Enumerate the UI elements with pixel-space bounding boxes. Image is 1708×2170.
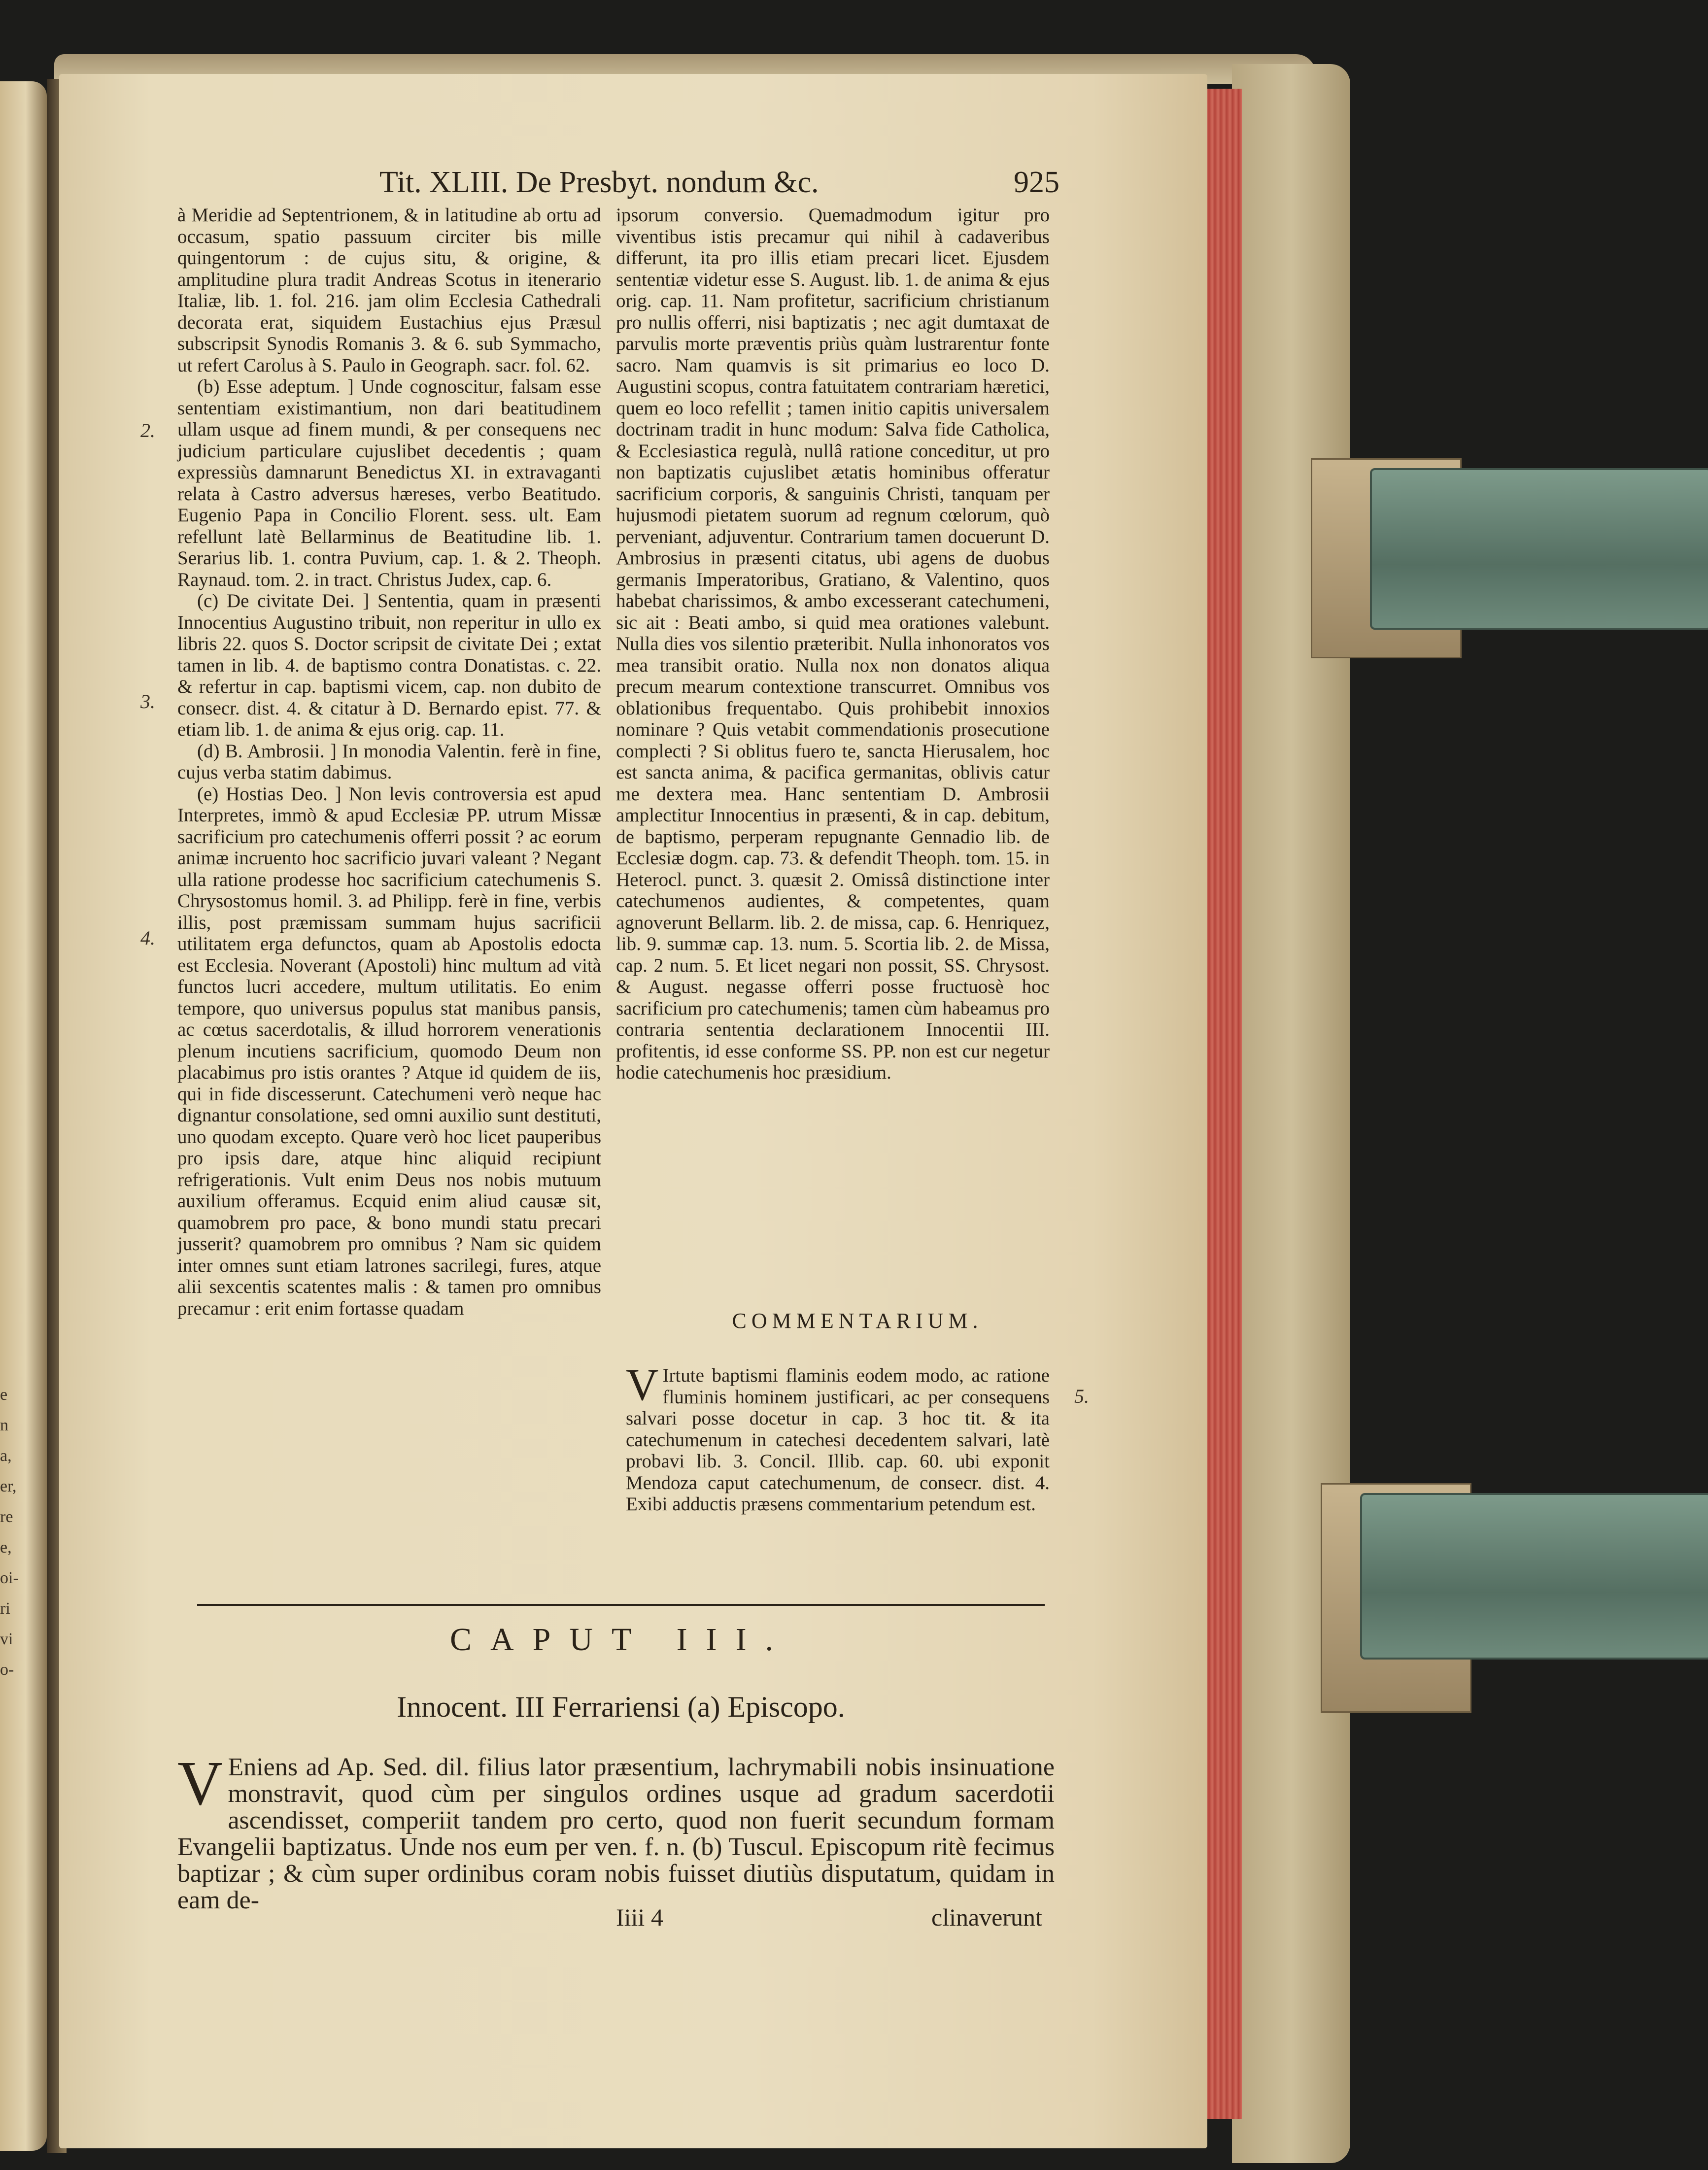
letter-title: Innocent. III Ferrariensi (a) Episcopo. <box>397 1691 845 1723</box>
left-page-fragment: ri <box>0 1599 10 1618</box>
letter-text: Eniens ad Ap. Sed. dil. filius lator præsentium, lachrymabili nobis insinuatione monstravit, quod cùm per singulos ordines usque ad gradum sacerdotii ascendisset, comperiit tandem pro certo, quod non fuerit secundum formam Evangelii baptizatus. Unde nos eum per ven. f. n. (b) Tuscul. Episcopum ritè fecimus baptizar ; & cùm super ordinibus coram nobis fuisset diutiùs disputatum, quidam in eam de- <box>177 1753 1055 1914</box>
commentary-text <box>626 1359 1050 1515</box>
left-page-text-fragments <box>0 1380 44 1685</box>
note-b: (b) Esse adeptum. ] Unde cognoscitur, falsam esse sententiam existimantium, non dari beatitudinem ullam usque ad finem mundi, & per consequens nec judicium particulare cujuslibet decedentis ; quam expressiùs damnarunt Benedictus XI. in extravaganti relata à Castro adversus hæreses, verbo Beatitudo. Eugenio Papa in Concilio Florent. sess. ult. Eam refellunt latè Bellarminus de Beatitudine lib. 1. Serarius lib. 1. contra Puvium, cap. 1. & 2. Theoph. Raynaud. tom. 2. in tract. Christus Judex, cap. 6. <box>177 376 601 590</box>
note-c: (c) De civitate Dei. ] Sententia, quam in præsenti Innocentius Augustino tribuit, non reperitur in ullo ex libris 22. quos S. Doctor scripsit de civitate Dei ; extat tamen in lib. 4. de baptismo contra Donatistas. c. 22. & refertur in cap. baptismi vicem, cap. non dubito de consecr. dist. 4. & citatur à D. Bernardo epist. 77. & etiam lib. 1. de anima & ejus orig. cap. 11. <box>177 590 601 740</box>
margin-number-3: 3. <box>140 690 155 712</box>
margin-number-5: 5. <box>1074 1385 1089 1407</box>
page-number: 925 <box>1014 166 1059 199</box>
signature-mark: Iiii 4 <box>616 1903 663 1931</box>
note-e: (e) Hostias Deo. ] Non levis controversia est apud Interpretes, immò & apud Ecclesiæ PP. utrum Missæ sacrificium pro catechumenis offerri possit ? ac eorum animæ incruento hoc sacrificio juvari valeant ? Negant ulla ratione prodesse hoc sacrificium catechumenis S. Chrysostomus homil. 3. ad Philipp. ferè in fine, verbis illis, post præmissam summam hujus sacrificii utilitatem erga defunctos, quam ab Apostolis edocta est Ecclesia. Noverant (Apostoli) hinc multum ad vità functos lucri accedere, multum utilitatis. Eo enim tempore, quo universus populus stat manibus pansis, ac cœtus sacerdotalis, & illud horrorem venerationis plenum incutiens sacrificium, quomodo Deum non placabimus pro istis orantes ? Atque id quidem de iis, qui in fide discesserunt. Catechumeni verò neque hac dignantur consolatione, sed omni auxilio sunt destituti, uno quodam excepto. Quare verò hoc licet pauperibus pro ipsis dare, atque hinc aliquid recipiunt refrigerationis. Vult enim Deus nos nobis mutuum auxilium offeramus. Ecquid enim aliud causæ sit, quamobrem pro pace, & bono mundi statu precari jusserit? quamobrem pro omnibus ? Nam sic quidem inter omnes sunt etiam latrones sacrilegi, fures, atque alii sexcentis scatentes malis : & tamen pro omnibus precamur : erit enim fortasse quadam <box>177 783 601 1319</box>
note-e-continuation: ipsorum conversio. Quemadmodum igitur pro viventibus istis precamur qui nihil à cadaveribus differunt, ita pro illis etiam precari licet. Ejusdem sententiæ videtur esse S. August. lib. 1. de anima & ejus orig. cap. 11. Nam profitetur, sacrificium christianum pro nullis offerri, nisi baptizatis ; nec agit dumtaxat de parvulis morte præventis priùs quàm lustrarentur fonte sacro. Nam quamvis is sit primarius eo loco D. Augustini scopus, contra fatuitatem contrariam hæretici, quem eo loco refellit ; tamen initio capitis universalem doctrinam tradit in hunc modum: Salva fide Catholica, & Ecclesiastica regulà, nullâ ratione conceditur, ut pro non baptizatis cujuslibet ætatis hominibus offeratur sacrificium corporis, & sanguinis Christi, tanquam per hujusmodi pietatem suorum ad regnum cœlorum, quò perveniant, adjuventur. Contrarium tamen docuerunt D. Ambrosius in præsenti citatus, ubi agens de duobus germanis Imperatoribus, Gratiano, & Valentino, quos habebat charissimos, & ambo excesserant catechumeni, sic ait : Beati ambo, si quid mea orationes valebunt. Nulla dies vos silentio præteribit. Nulla inhonoratos vos mea transibit oratio. Nulla nox non donatos aliqua precum mearum contextione transcurret. Omnibus vos oblationibus frequentabo. Quis prohibebit innoxios nominare ? Quis vetabit commendationis prosecutione complecti ? Si oblitus fuero te, sancta Hierusalem, hoc est sancta anima, & pacifica germanitas, oblivis catur me dextera mea. Hanc sententiam D. Ambrosii amplectitur Innocentius in præsenti, & in cap. debitum, de baptismo, perperam repugnante Gennadio lib. de Ecclesiæ dogm. cap. 73. & defendit Theoph. tom. 15. in Heterocl. punct. 3. quæsit 2. Omissâ distinctione inter catechumenos audientes, & competentes, quam agnoverunt Bellarm. lib. 2. de missa, cap. 6. Henriquez, lib. 9. summæ cap. 13. num. 5. Scortia lib. 2. de Missa, cap. 2 num. 5. Et licet negari non possit, SS. Chrysost. & August. negasse offerri posse fructuosè hoc sacrificium pro catechumenis; tamen cùm habeamus pro contraria sententia declarationem Innocentii III. profitentis, id esse conforme SS. PP. non est cur negetur hodie catechumenis hoc præsidium. <box>616 204 1050 1083</box>
left-column <box>177 204 601 1319</box>
left-page-fragment: e, <box>0 1538 12 1557</box>
left-page-fragment: er, <box>0 1477 17 1495</box>
margin-number-2: 2. <box>140 419 155 441</box>
commentary-initial: V <box>626 1359 659 1410</box>
right-column <box>616 204 1050 1084</box>
caput-heading: CAPUT III. <box>449 1622 792 1658</box>
left-page-fragment: oi- <box>0 1569 19 1587</box>
note-d: (d) B. Ambrosii. ] In monodia Valentin. ferè in fine, cujus verba statim dabimus. <box>177 740 601 783</box>
commentary-body: Irtute baptismi flaminis eodem modo, ac ratione fluminis hominem justificari, ac per consequens salvari posse docetur in cap. 3 hoc tit. & ita catechumenum in catechesi decedentem salvari, latè probavi lib. 3. Concil. Illib. cap. 60. ubi exponit Mendoza caput catechumenum, de consecr. dist. 4. Exibi adductis præsens commentarium petendum est. <box>626 1365 1050 1515</box>
left-page-edge <box>0 81 47 2151</box>
margin-number-4: 4. <box>140 927 155 949</box>
section-rule <box>197 1604 1045 1606</box>
catchword: clinaverunt <box>931 1903 1042 1931</box>
left-page-fragment: e <box>0 1386 8 1404</box>
clasp-lower <box>1360 1493 1708 1660</box>
left-page-fragment: a, <box>0 1447 12 1465</box>
letter-body <box>177 1748 1055 1914</box>
clasp-upper <box>1370 468 1708 630</box>
letter-initial: V <box>177 1748 223 1818</box>
note-a-continuation: à Meridie ad Septentrionem, & in latitudine ab ortu ad occasum, spatio passuum circiter bis mille quingentorum : de cujus situ, & origine, & amplitudine plura tradit Andreas Scotus in itenerario Italiæ, lib. 1. fol. 216. jam olim Ecclesia Cathedrali decorata erat, siquidem Eustachius ejus Præsul subscripsit Synodis Romanis 3. & 6. sub Symmacho, ut refert Carolus à S. Paulo in Geograph. sacr. fol. 62. <box>177 204 601 376</box>
running-header <box>379 165 1059 200</box>
commentary-title: COMMENTARIUM. <box>732 1309 983 1333</box>
left-page-fragment: vi <box>0 1630 13 1648</box>
left-page-fragment: n <box>0 1416 8 1434</box>
left-page-fragment: o- <box>0 1661 14 1679</box>
running-title: Tit. XLIII. De Presbyt. nondum &c. <box>379 166 819 199</box>
book-cover-edge <box>1232 64 1350 2163</box>
left-page-fragment: re <box>0 1508 13 1526</box>
